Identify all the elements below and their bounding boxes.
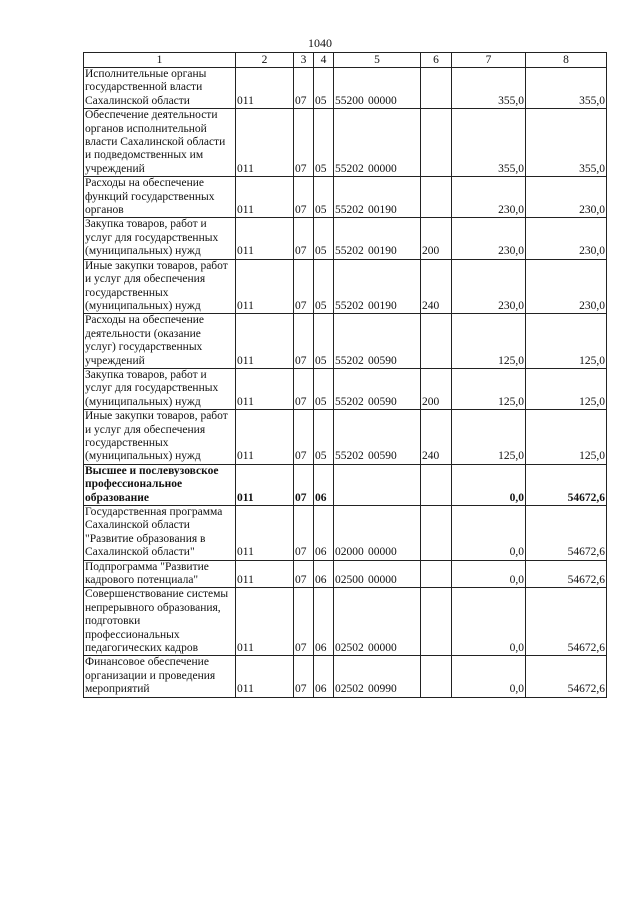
- target-article-direction-part: 00190: [368, 299, 397, 312]
- target-article-program-part: 55200: [335, 94, 364, 107]
- row-expense-type-code: 240: [421, 259, 452, 314]
- row-name-cell: Расходы на обеспечение функций государственных органов: [84, 177, 236, 218]
- row-target-article-code: [334, 259, 421, 314]
- target-article-direction-part: 00590: [368, 450, 397, 463]
- row-section-code: 07: [294, 259, 314, 314]
- table-row: [84, 656, 607, 697]
- table-row: [84, 588, 607, 656]
- row-target-article-code: [334, 68, 421, 109]
- row-ministry-code: 011: [236, 259, 294, 314]
- row-name-cell: Закупка товаров, работ и услуг для государственных (муниципальных) нужд: [84, 368, 236, 409]
- row-amount-col8: 54672,6: [526, 588, 607, 656]
- column-header-5: 5: [334, 53, 421, 68]
- row-section-code: 07: [294, 410, 314, 465]
- row-amount-col8: 355,0: [526, 109, 607, 177]
- row-amount-col8: 54672,6: [526, 506, 607, 561]
- row-expense-type-code: [421, 464, 452, 505]
- target-article-program-part: 55202: [335, 299, 364, 312]
- table-row: [84, 464, 607, 505]
- row-amount-col7: 355,0: [452, 68, 526, 109]
- row-subsection-code: 05: [314, 109, 334, 177]
- row-ministry-code: 011: [236, 218, 294, 259]
- row-subsection-code: 05: [314, 218, 334, 259]
- row-ministry-code: 011: [236, 410, 294, 465]
- column-header-1: 1: [84, 53, 236, 68]
- row-target-article-code: [334, 410, 421, 465]
- table-row: [84, 368, 607, 409]
- row-section-code: 07: [294, 177, 314, 218]
- target-article-direction-part: 00000: [368, 162, 397, 175]
- row-name-cell: Расходы на обеспечение деятельности (оказание услуг) государственных учреждений: [84, 314, 236, 369]
- table-row: [84, 506, 607, 561]
- row-amount-col7: 230,0: [452, 259, 526, 314]
- row-ministry-code: 011: [236, 314, 294, 369]
- row-amount-col8: 54672,6: [526, 560, 607, 588]
- row-amount-col7: 0,0: [452, 506, 526, 561]
- row-amount-col8: 125,0: [526, 368, 607, 409]
- target-article-direction-part: 00990: [368, 683, 397, 696]
- row-amount-col8: 125,0: [526, 314, 607, 369]
- row-target-article-code: [334, 588, 421, 656]
- row-subsection-code: 05: [314, 259, 334, 314]
- row-section-code: 07: [294, 588, 314, 656]
- row-subsection-code: 05: [314, 368, 334, 409]
- row-subsection-code: 06: [314, 656, 334, 697]
- row-section-code: 07: [294, 560, 314, 588]
- table-body: [84, 68, 607, 698]
- row-name-cell: Подпрограмма "Развитие кадрового потенциала": [84, 560, 236, 588]
- row-amount-col8: 230,0: [526, 177, 607, 218]
- row-target-article-code: [334, 218, 421, 259]
- row-target-article-code: [334, 656, 421, 697]
- target-article-direction-part: 00190: [368, 204, 397, 217]
- row-name-cell: Иные закупки товаров, работ и услуг для обеспечения государственных (муниципальных) нужд: [84, 410, 236, 465]
- row-target-article-code: [334, 368, 421, 409]
- row-amount-col8: 54672,6: [526, 656, 607, 697]
- header-row: [84, 53, 607, 68]
- row-section-code: 07: [294, 464, 314, 505]
- row-section-code: 07: [294, 109, 314, 177]
- column-header-8: 8: [526, 53, 607, 68]
- row-ministry-code: 011: [236, 464, 294, 505]
- target-article-direction-part: 00000: [368, 546, 397, 559]
- row-name-cell: Высшее и послевузовское профессиональное образование: [84, 464, 236, 505]
- row-amount-col7: 230,0: [452, 177, 526, 218]
- row-amount-col8: 230,0: [526, 259, 607, 314]
- row-subsection-code: 06: [314, 506, 334, 561]
- target-article-program-part: 55202: [335, 162, 364, 175]
- row-expense-type-code: 200: [421, 218, 452, 259]
- table-row: [84, 68, 607, 109]
- row-section-code: 07: [294, 656, 314, 697]
- row-ministry-code: 011: [236, 368, 294, 409]
- row-ministry-code: 011: [236, 656, 294, 697]
- row-subsection-code: 06: [314, 560, 334, 588]
- row-ministry-code: 011: [236, 68, 294, 109]
- row-subsection-code: 05: [314, 410, 334, 465]
- row-amount-col7: 355,0: [452, 109, 526, 177]
- table-row: [84, 410, 607, 465]
- page-number: 1040: [308, 36, 332, 50]
- row-amount-col7: 125,0: [452, 314, 526, 369]
- row-amount-col8: 355,0: [526, 68, 607, 109]
- row-expense-type-code: [421, 68, 452, 109]
- row-ministry-code: 011: [236, 109, 294, 177]
- target-article-program-part: 55202: [335, 245, 364, 258]
- row-amount-col7: 125,0: [452, 410, 526, 465]
- row-expense-type-code: [421, 177, 452, 218]
- row-expense-type-code: [421, 560, 452, 588]
- row-name-cell: Иные закупки товаров, работ и услуг для обеспечения государственных (муниципальных) нужд: [84, 259, 236, 314]
- row-section-code: 07: [294, 506, 314, 561]
- row-section-code: 07: [294, 368, 314, 409]
- row-subsection-code: 06: [314, 464, 334, 505]
- row-expense-type-code: 200: [421, 368, 452, 409]
- row-expense-type-code: [421, 109, 452, 177]
- target-article-direction-part: 00190: [368, 245, 397, 258]
- row-target-article-code: [334, 109, 421, 177]
- column-header-4: 4: [314, 53, 334, 68]
- target-article-direction-part: 00000: [368, 94, 397, 107]
- budget-table: [83, 52, 607, 698]
- row-ministry-code: 011: [236, 506, 294, 561]
- row-subsection-code: 05: [314, 68, 334, 109]
- target-article-program-part: 55202: [335, 354, 364, 367]
- row-name-cell: Совершенствование системы непрерывного образования, подготовки профессиональных педагогических кадров: [84, 588, 236, 656]
- row-section-code: 07: [294, 68, 314, 109]
- row-target-article-code: [334, 314, 421, 369]
- row-amount-col7: 125,0: [452, 368, 526, 409]
- row-name-cell: Закупка товаров, работ и услуг для государственных (муниципальных) нужд: [84, 218, 236, 259]
- row-expense-type-code: 240: [421, 410, 452, 465]
- target-article-program-part: 55202: [335, 395, 364, 408]
- table-row: [84, 109, 607, 177]
- row-subsection-code: 06: [314, 588, 334, 656]
- table-row: [84, 259, 607, 314]
- target-article-program-part: 02502: [335, 642, 364, 655]
- row-target-article-code: [334, 177, 421, 218]
- row-expense-type-code: [421, 656, 452, 697]
- row-amount-col8: 230,0: [526, 218, 607, 259]
- row-section-code: 07: [294, 314, 314, 369]
- target-article-direction-part: 00590: [368, 395, 397, 408]
- row-ministry-code: 011: [236, 177, 294, 218]
- row-expense-type-code: [421, 506, 452, 561]
- column-header-3: 3: [294, 53, 314, 68]
- column-header-7: 7: [452, 53, 526, 68]
- row-subsection-code: 05: [314, 177, 334, 218]
- row-target-article-code: [334, 464, 421, 505]
- target-article-direction-part: 00590: [368, 354, 397, 367]
- row-section-code: 07: [294, 218, 314, 259]
- row-target-article-code: [334, 506, 421, 561]
- row-name-cell: Государственная программа Сахалинской области "Развитие образования в Сахалинской области": [84, 506, 236, 561]
- row-subsection-code: 05: [314, 314, 334, 369]
- row-ministry-code: 011: [236, 588, 294, 656]
- table-row: [84, 314, 607, 369]
- column-header-6: 6: [421, 53, 452, 68]
- row-amount-col7: 0,0: [452, 464, 526, 505]
- row-amount-col7: 0,0: [452, 588, 526, 656]
- row-name-cell: Обеспечение деятельности органов исполнительной власти Сахалинской области и подведомственных им учреждений: [84, 109, 236, 177]
- row-amount-col7: 0,0: [452, 560, 526, 588]
- row-ministry-code: 011: [236, 560, 294, 588]
- table-row: [84, 560, 607, 588]
- row-name-cell: Финансовое обеспечение организации и проведения мероприятий: [84, 656, 236, 697]
- target-article-program-part: 02502: [335, 683, 364, 696]
- target-article-program-part: 55202: [335, 450, 364, 463]
- row-target-article-code: [334, 560, 421, 588]
- row-expense-type-code: [421, 588, 452, 656]
- row-amount-col7: 0,0: [452, 656, 526, 697]
- table-row: [84, 218, 607, 259]
- target-article-program-part: 02000: [335, 546, 364, 559]
- column-header-2: 2: [236, 53, 294, 68]
- row-name-cell: Исполнительные органы государственной власти Сахалинской области: [84, 68, 236, 109]
- row-amount-col8: 54672,6: [526, 464, 607, 505]
- target-article-program-part: 55202: [335, 204, 364, 217]
- target-article-direction-part: 00000: [368, 642, 397, 655]
- row-amount-col8: 125,0: [526, 410, 607, 465]
- row-amount-col7: 230,0: [452, 218, 526, 259]
- row-expense-type-code: [421, 314, 452, 369]
- table-row: [84, 177, 607, 218]
- target-article-program-part: 02500: [335, 574, 364, 587]
- target-article-direction-part: 00000: [368, 574, 397, 587]
